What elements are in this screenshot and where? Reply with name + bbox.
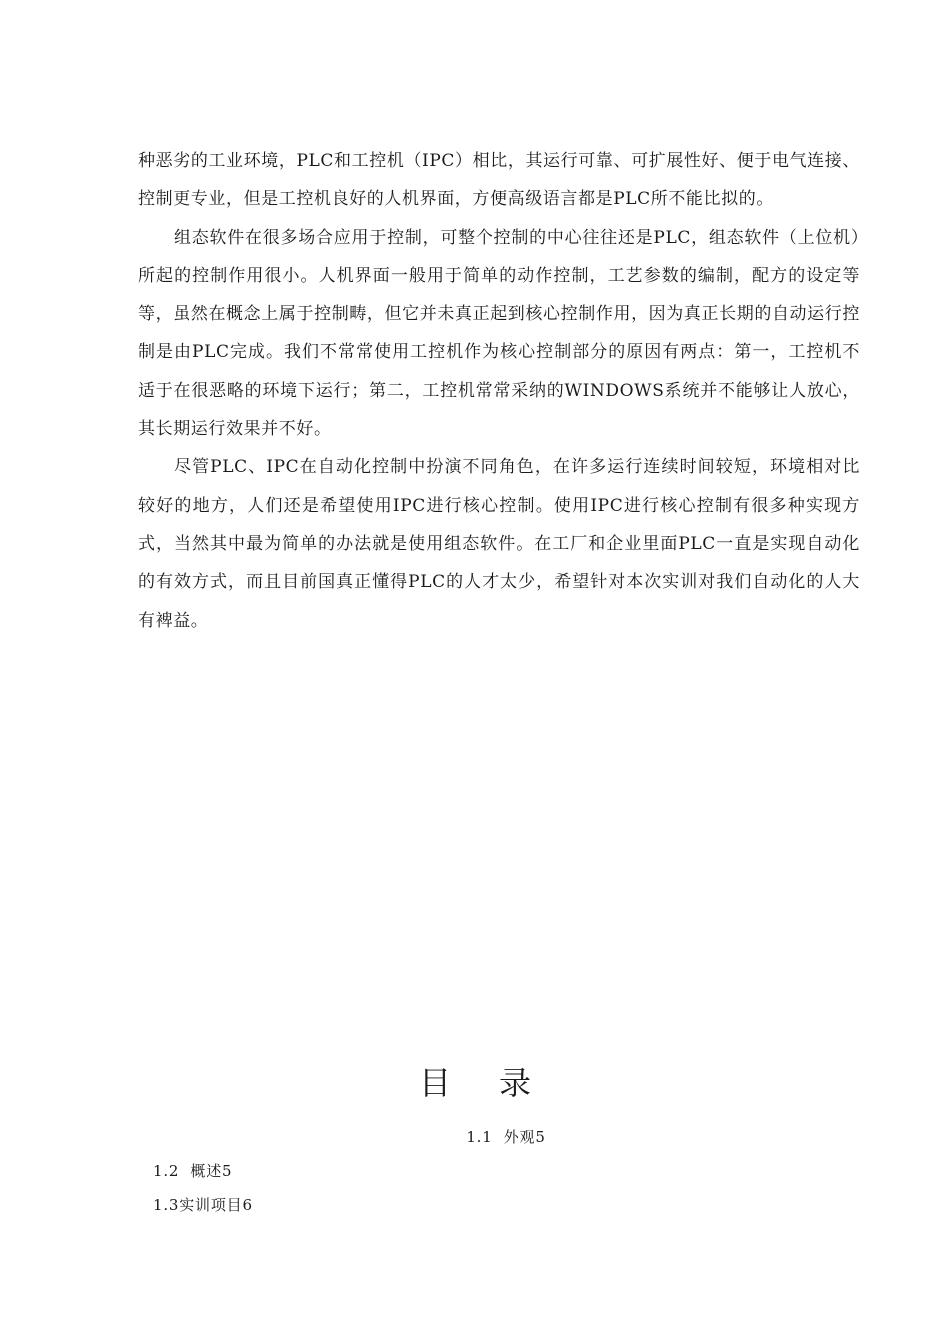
- toc-entry[interactable]: 1.1 外观5: [466, 1128, 546, 1146]
- body-text: [138, 142, 860, 640]
- toc-title: 目录: [418, 1064, 579, 1102]
- paragraph: 组态软件在很多场合应用于控制，可整个控制的中心往往还是PLC，组态软件（上位机）所起的控制作用很小。人机界面一般用于简单的动作控制，工艺参数的编制，配方的设定等等，虽然在概念上属于控制畴，但它并未真正起到核心控制作用，因为真正长期的自动运行控制是由PLC完成。我们不常常使用工控机作为核心控制部分的原因有两点：第一，工控机不适于在很恶略的环境下运行；第二，工控机常常采纳的WINDOWS系统并不能够让人放心，其长期运行效果并不好。: [138, 227, 860, 440]
- paragraph: 种恶劣的工业环境，PLC和工控机（IPC）相比，其运行可靠、可扩展性好、便于电气连接、控制更专业，但是工控机良好的人机界面，方便高级语言都是PLC所不能比拟的。: [138, 151, 860, 210]
- toc-entry[interactable]: 1.3实训项目6: [153, 1196, 253, 1214]
- toc-entry[interactable]: 1.2 概述5: [153, 1162, 233, 1180]
- paragraph: 尽管PLC、IPC在自动化控制中扮演不同角色，在许多运行连续时间较短，环境相对比较好的地方，人们还是希望使用IPC进行核心控制。使用IPC进行核心控制有很多种实现方式，当然其中最为简单的办法就是使用组态软件。在工厂和企业里面PLC一直是实现自动化的有效方式，而且目前国真正懂得PLC的人才太少，希望针对本次实训对我们自动化的人大有裨益。: [138, 457, 860, 631]
